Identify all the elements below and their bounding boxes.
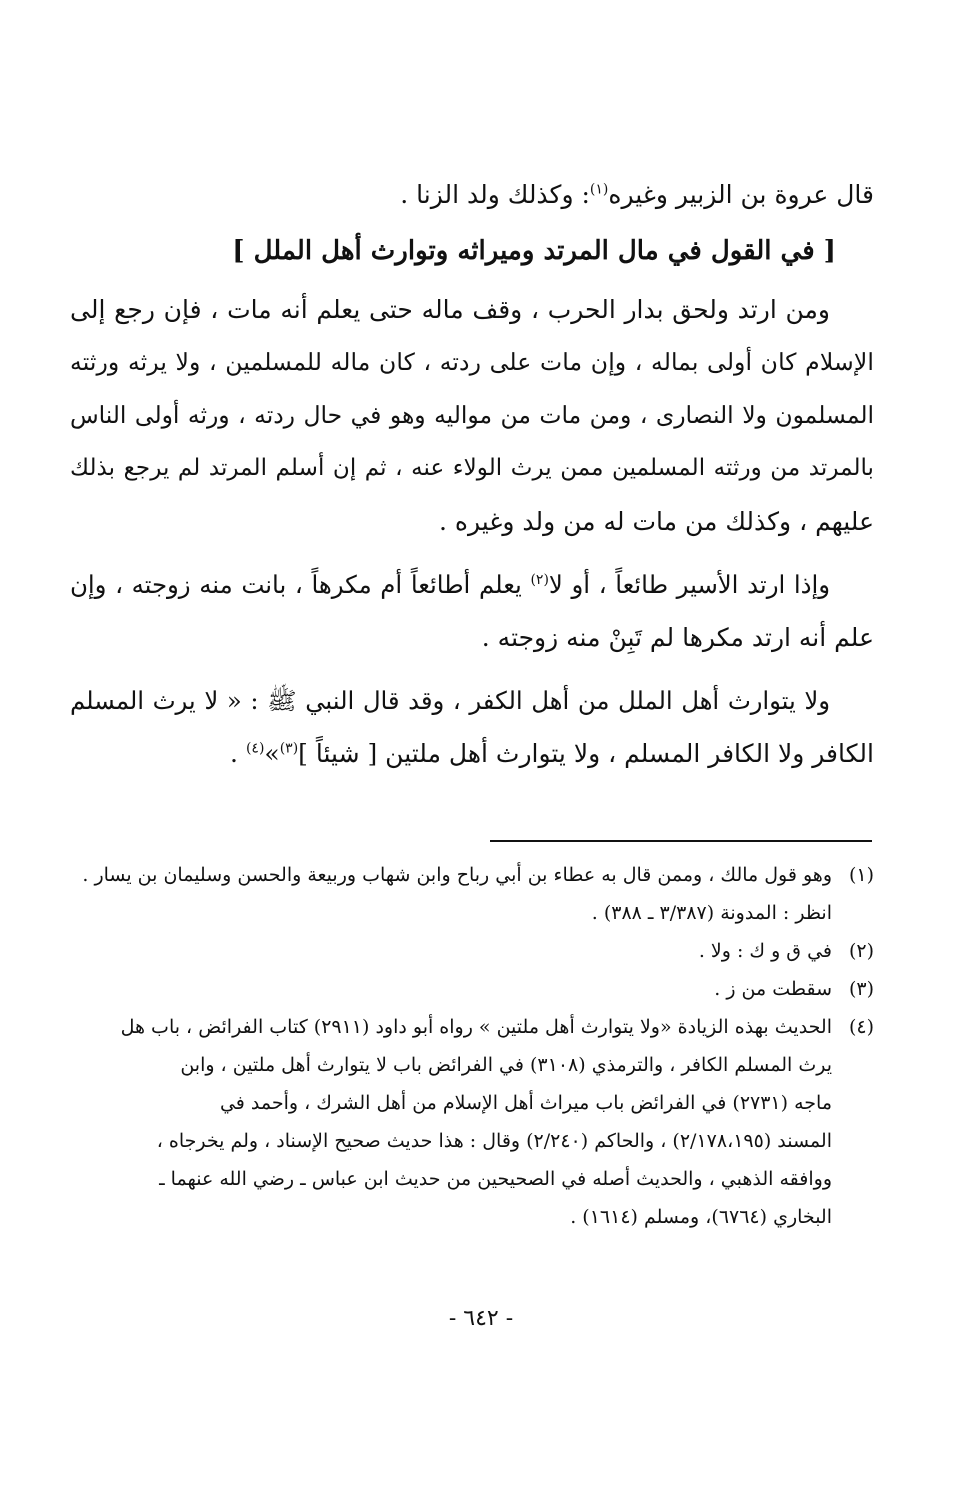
text-segment: : وكذلك ولد الزنا .	[400, 180, 590, 209]
main-text	[70, 168, 874, 780]
footnote-reference[interactable]: (٤)	[245, 740, 265, 757]
text-line	[70, 168, 874, 221]
footnote-number: (٣)	[848, 978, 874, 1000]
footnote-reference[interactable]: (٣)	[279, 740, 299, 757]
text-line: الإسلام كان أولى بماله ، وإن مات على ردته ، كان ماله للمسلمين ، ولا يرثه ورثته	[70, 348, 874, 376]
text-segment: يعلم أطائعاً أم مكرهاً ، بانت منه زوجته ، وإن	[70, 570, 531, 599]
paragraph-gap	[70, 664, 874, 674]
footnote-number: (١)	[848, 864, 874, 886]
footnote	[70, 1008, 874, 1236]
text-line: علم أنه ارتد مكرها لم تَبِنْ منه زوجته .	[481, 623, 874, 652]
text-line	[70, 558, 874, 611]
section-heading: [ في القول في مال المرتد وميراثه وتوارث أهل الملل ]	[232, 236, 836, 266]
footnote-line: البخاري (٦٧٦٤)، ومسلم (١٦١٤) .	[570, 1206, 832, 1228]
text-segment: .	[230, 739, 246, 768]
paragraph	[70, 558, 874, 664]
footnote-line: الحديث بهذه الزيادة «ولا يتوارث أهل ملتين » رواه أبو داود (٢٩١١) كتاب الفرائض ، باب هل	[120, 1016, 832, 1038]
paragraph	[70, 283, 874, 548]
footnote-line: سقطت من ز .	[714, 978, 832, 1000]
footnote-reference[interactable]: (١)	[589, 181, 609, 198]
footnote-line: المسند (٢/١٧٨،١٩٥) ، والحاكم (٢/٢٤٠) وقال : هذا حديث صحيح الإسناد ، ولم يخرجاه ،	[156, 1130, 832, 1152]
text-line: ولا يتوارث أهل الملل من أهل الكفر ، وقد قال النبي ﷺ : « لا يرث المسلم	[70, 686, 830, 715]
footnote-line: انظر : المدونة (٣/٣٨٧ ـ ٣٨٨) .	[591, 902, 832, 924]
footnote-number: (٤)	[848, 1016, 874, 1038]
footnote-line: ماجه (٢٧٣١) في الفرائض باب ميراث أهل الإسلام من أهل الشرك ، وأحمد في	[219, 1092, 832, 1114]
footnote	[70, 932, 874, 970]
text-line: بالمرتد من ورثته المسلمين ممن يرث الولاء عنه ، ثم إن أسلم المرتد لم يرجع بذلك	[70, 455, 874, 481]
text-segment: قال عروة بن الزبير وغيره	[608, 180, 874, 209]
footnote-line: في ق و ك : ولا .	[698, 940, 832, 962]
text-segment: الكافر ولا الكافر المسلم ، ولا يتوارث أهل ملتين [ شيئاً ]	[298, 739, 874, 768]
footnote	[70, 970, 874, 1008]
text-segment: وإذا ارتد الأسير طائعاً ، أو لا	[548, 570, 830, 599]
footnote-line: يرث المسلم الكافر ، والترمذي (٣١٠٨) في الفرائض باب لا يتوارث أهل ملتين ، وابن	[180, 1054, 832, 1076]
footnotes	[70, 856, 874, 1236]
text-line: المسلمون ولا النصارى ، ومن مات من مواليه وهو في حال ردته ، ورثه أولى الناس	[70, 401, 874, 429]
footnote-line: وهو قول مالك ، وممن قال به عطاء بن أبي رباح وابن شهاب وربيعة والحسن وسليمان بن يسار .	[82, 864, 832, 886]
text-line: ومن ارتد ولحق بدار الحرب ، وقف ماله حتى يعلم أنه مات ، فإن رجع إلى	[70, 295, 830, 324]
footnote	[70, 856, 874, 932]
paragraph-gap	[70, 548, 874, 558]
quote-mark: »	[264, 739, 280, 768]
footnote-line: ووافقه الذهبي ، والحديث أصله في الصحيحين من حديث ابن عباس ـ رضي الله عنهما ـ	[159, 1168, 832, 1190]
footnote-reference[interactable]: (٢)	[530, 571, 549, 588]
page-number: - ٦٤٢ -	[448, 1306, 514, 1331]
footnote-separator	[490, 840, 872, 842]
footnote-number: (٢)	[848, 940, 874, 962]
text-line: عليهم ، وكذلك من مات له من ولد وغيره .	[438, 507, 874, 536]
text-line	[70, 727, 874, 780]
paragraph	[70, 674, 874, 780]
